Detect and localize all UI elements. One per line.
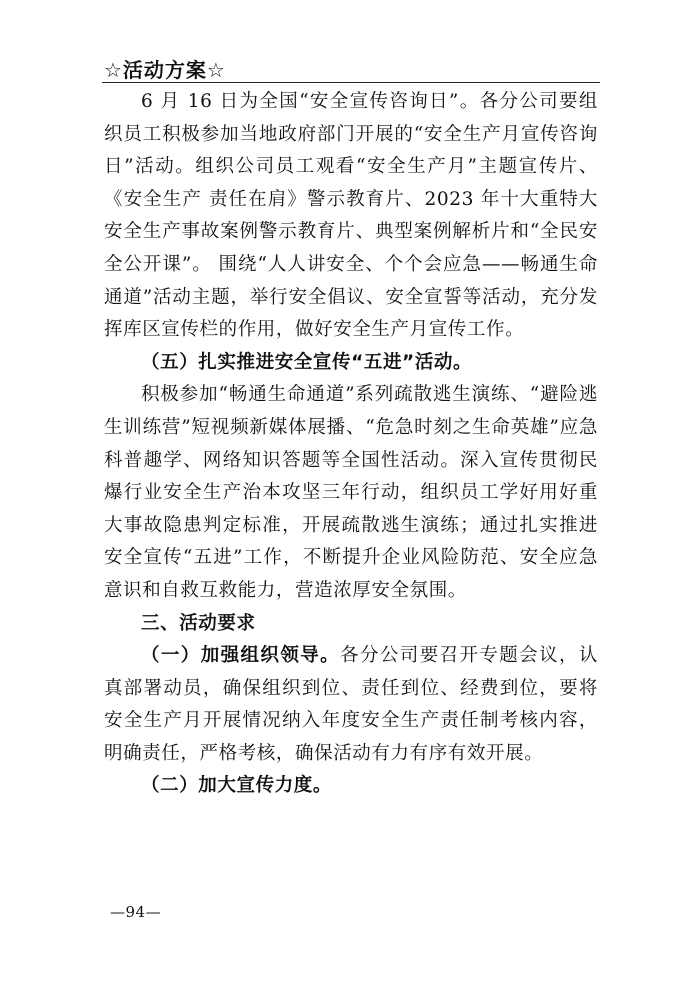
page-number: —94—	[110, 903, 162, 921]
heading-increase-publicity: （二）加大宣传力度。	[141, 775, 333, 797]
subheading-strengthen-leadership: （一）加强组织领导。	[141, 645, 341, 667]
section-header-title: ☆活动方案☆	[104, 58, 226, 82]
paragraph-organization-leadership-text: 各分公司要召开专题会议，认真部署动员，确保组织到位、责任到位、经费到位，要将安全生产月开展情况纳入年度安全生产责任制考核内容，明确责任，严格考核，确保活动有力有序有效开展。	[104, 645, 598, 764]
heading-activity-requirements: 三、活动要求	[141, 612, 256, 634]
paragraph-organization-leadership	[104, 640, 598, 770]
header-divider	[102, 82, 600, 83]
heading-five-entries-activity: （五）扎实推进安全宣传“五进”活动。	[141, 351, 473, 373]
paragraph-safety-consultation-day: 6 月 16 日为全国“安全宣传咨询日”。各分公司要组织员工积极参加当地政府部门开展的“安全生产月宣传咨询日”活动。组织公司员工观看“安全生产月”主题宣传片、《安全生产 责任在肩》警示教育片、2023 年十大重特大安全生产事故案例警示教育片、典型案例解析片和“全民安全公开课”。 围绕“人人讲安全、个个会应急——畅通生命通道”活动主题，举行安全倡议、安全宣誓等活动，充分发挥库区宣传栏的作用，做好安全生产月宣传工作。	[104, 91, 598, 341]
document-body	[104, 86, 598, 803]
paragraph-national-activities: 积极参加“畅通生命通道”系列疏散逃生演练、“避险逃生训练营”短视频新媒体展播、“危急时刻之生命英雄”应急科普趣学、网络知识答题等全国性活动。深入宣传贯彻民爆行业安全生产治本攻坚三年行动，组织员工学好用好重大事故隐患判定标准，开展疏散逃生演练；通过扎实推进安全宣传“五进”工作，不断提升企业风险防范、安全应急意识和自救互救能力，营造浓厚安全氛围。	[104, 384, 598, 601]
